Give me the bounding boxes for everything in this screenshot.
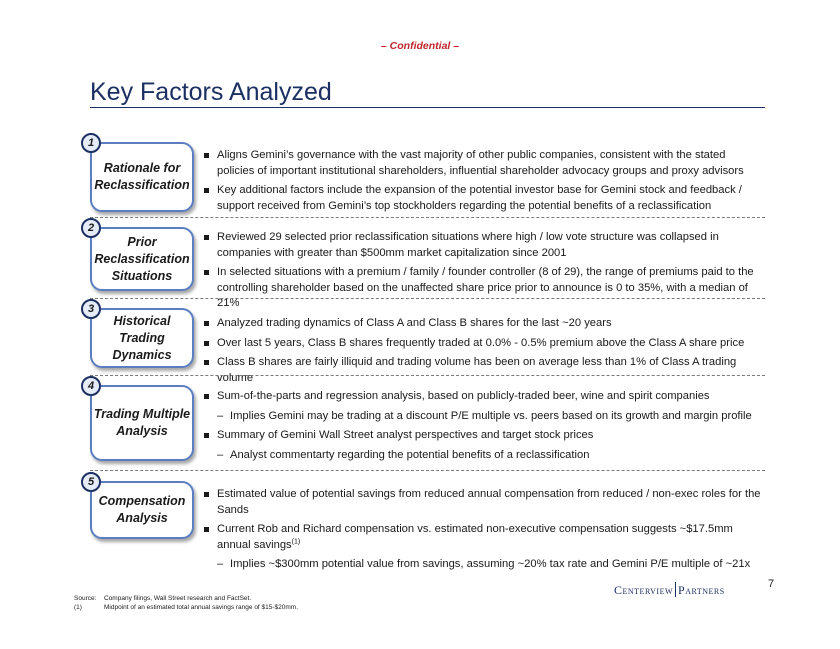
section-content	[203, 487, 763, 577]
bullet: Over last 5 years, Class B shares frequently traded at 0.0% - 0.5% premium above the Class A share price	[203, 336, 763, 352]
bullet: Sum-of-the-parts and regression analysis, based on publicly-traded beer, wine and spirit companies	[203, 389, 763, 405]
bullet: Key additional factors include the expansion of the potential investor base for Gemini stock and feedback / support received from Gemini’s top stockholders regarding the potential benefits of a reclassification	[203, 183, 763, 214]
bullet: Summary of Gemini Wall Street analyst perspectives and target stock prices	[203, 428, 763, 444]
section-number-badge: 1	[81, 133, 101, 153]
footnote-marker: (1)	[291, 537, 301, 545]
source-key: Source:	[74, 595, 97, 602]
section-label-text: Rationale for Reclassification	[94, 161, 190, 192]
section-divider	[90, 298, 765, 299]
section-label	[90, 481, 194, 539]
sub-bullet: – Implies ~$300mm potential value from savings, assuming ~20% tax rate and Gemini P/E multiple of ~21x	[203, 557, 763, 573]
sub-bullet: – Analyst commentarty regarding the potential benefits of a reclassification	[203, 448, 763, 464]
section-divider	[90, 470, 765, 471]
source-text: Company filings, Wall Street research and FactSet.	[104, 595, 252, 602]
section-label-text: Historical Trading Dynamics	[112, 313, 172, 362]
logo-divider	[675, 582, 676, 597]
section-content	[203, 230, 763, 312]
section-number-badge: 3	[81, 299, 101, 319]
bullet: In selected situations with a premium / family / founder controller (8 of 29), the range of premiums paid to the controlling shareholder based on the unaffected share price prior to announce is 0 to 35%, with a median of 21%	[203, 265, 763, 312]
sub-bullet: – Implies Gemini may be trading at a discount P/E multiple vs. peers based on its growth and margin profile	[203, 409, 763, 425]
section-divider	[90, 217, 765, 218]
confidential-label: – Confidential –	[380, 40, 460, 52]
bullet: Estimated value of potential savings from reduced annual compensation from reduced / non-exec roles for the Sands	[203, 487, 763, 518]
bullet: Class B shares are fairly illiquid and trading volume has been on average less than 1% of Class A trading volume	[203, 355, 763, 386]
title-rule	[90, 107, 765, 108]
logo-left: Centerview	[614, 583, 674, 597]
section-label	[90, 227, 194, 291]
logo-right: Partners	[678, 583, 725, 597]
bullet	[203, 522, 763, 553]
footnote-text: Midpoint of an estimated total annual savings range of $15-$20mm.	[104, 604, 299, 611]
section-label-text: Compensation Analysis	[98, 494, 186, 525]
section-content	[203, 389, 763, 467]
page-number: 7	[768, 578, 775, 590]
bullet-text: Current Rob and Richard compensation vs. estimated non-executive compensation suggests ~$17.5mm annual savings	[217, 523, 733, 551]
footnote-key: (1)	[74, 604, 82, 611]
section-divider	[90, 375, 765, 376]
section-number-badge: 4	[81, 376, 101, 396]
section-label-text: Prior Reclassification Situations	[94, 234, 190, 283]
centerview-partners-logo	[614, 582, 725, 598]
section-label	[90, 308, 194, 368]
section-content	[203, 148, 763, 214]
section-label	[90, 142, 194, 212]
bullet: Aligns Gemini’s governance with the vast majority of other public companies, consistent with the stated policies of important institutional shareholders, influential shareholder advocacy groups and proxy advisors	[203, 148, 763, 179]
section-number-badge: 5	[81, 472, 101, 492]
section-number-badge: 2	[81, 218, 101, 238]
footnote	[74, 604, 298, 611]
section-label-text: Trading Multiple Analysis	[93, 407, 191, 438]
section-label	[90, 385, 194, 461]
page-title: Key Factors Analyzed	[90, 78, 332, 106]
bullet: Analyzed trading dynamics of Class A and Class B shares for the last ~20 years	[203, 316, 763, 332]
source-note	[74, 595, 251, 602]
bullet: Reviewed 29 selected prior reclassification situations where high / low vote structure was collapsed in companies with greater than $500mm market capitalization since 2001	[203, 230, 763, 261]
